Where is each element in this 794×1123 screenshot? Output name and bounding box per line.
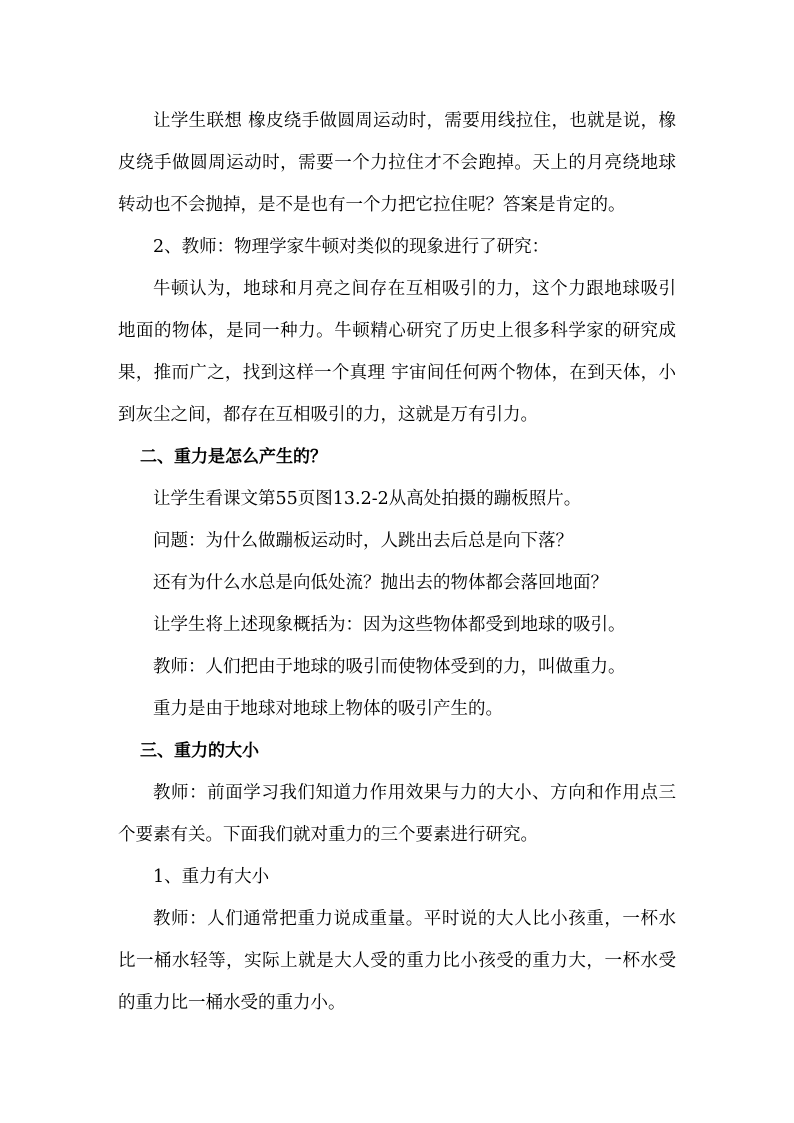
paragraph-weight: 教师：人们通常把重力说成重量。平时说的大人比小孩重，一杯水比一桶水轻等，实际上就是大人受的重力比小孩受的重力大，一杯水受的重力比一桶水受的重力小。 [118, 909, 676, 1013]
paragraph-universal-gravitation: 牛顿认为，地球和月亮之间存在互相吸引的力，这个力跟地球吸引地面的物体，是同一种力。牛顿精心研究了历史上很多科学家的研究成果，推而广之，找到这样一个真理 宇宙间任何两个物体，在到天体，小到灰尘之间，都存在互相吸引的力，这就是万有引力。 [118, 279, 676, 425]
paragraph-question: 问题：为什么做蹦板运动时，人跳出去后总是向下落？ [153, 531, 573, 551]
paragraph-rubber-analogy: 让学生联想 橡皮绕手做圆周运动时，需要用线拉住，也就是说，橡皮绕手做圆周运动时，需要一个力拉住才不会跑掉。天上的月亮绕地球转动也不会抛掉，是不是也有一个力把它拉住呢？答案是肯定的。 [118, 111, 676, 215]
paragraph-newton-intro: 2、教师：物理学家牛顿对类似的现象进行了研究： [153, 237, 550, 257]
paragraph-water-flow: 还有为什么水总是向低处流？抛出去的物体都会落回地面？ [153, 573, 608, 593]
paragraph-summary: 让学生将上述现象概括为：因为这些物体都受到地球的吸引。 [153, 615, 626, 635]
paragraph-has-magnitude: 1、重力有大小 [153, 867, 270, 887]
paragraph-gravity-definition: 教师：人们把由于地球的吸引而使物体受到的力，叫做重力。 [153, 657, 626, 677]
paragraph-three-elements: 教师：前面学习我们知道力作用效果与力的大小、方向和作用点三个要素有关。下面我们就对重力的三个要素进行研究。 [118, 783, 676, 845]
paragraph-gravity-cause: 重力是由于地球对地球上物体的吸引产生的。 [153, 699, 503, 719]
paragraph-textbook-photo: 让学生看课文第55页图13.2-2从高处拍摄的蹦板照片。 [153, 489, 582, 509]
section-heading-magnitude: 三、重力的大小 [140, 741, 259, 761]
section-heading-origin-of-gravity: 二、重力是怎么产生的？ [140, 447, 327, 467]
